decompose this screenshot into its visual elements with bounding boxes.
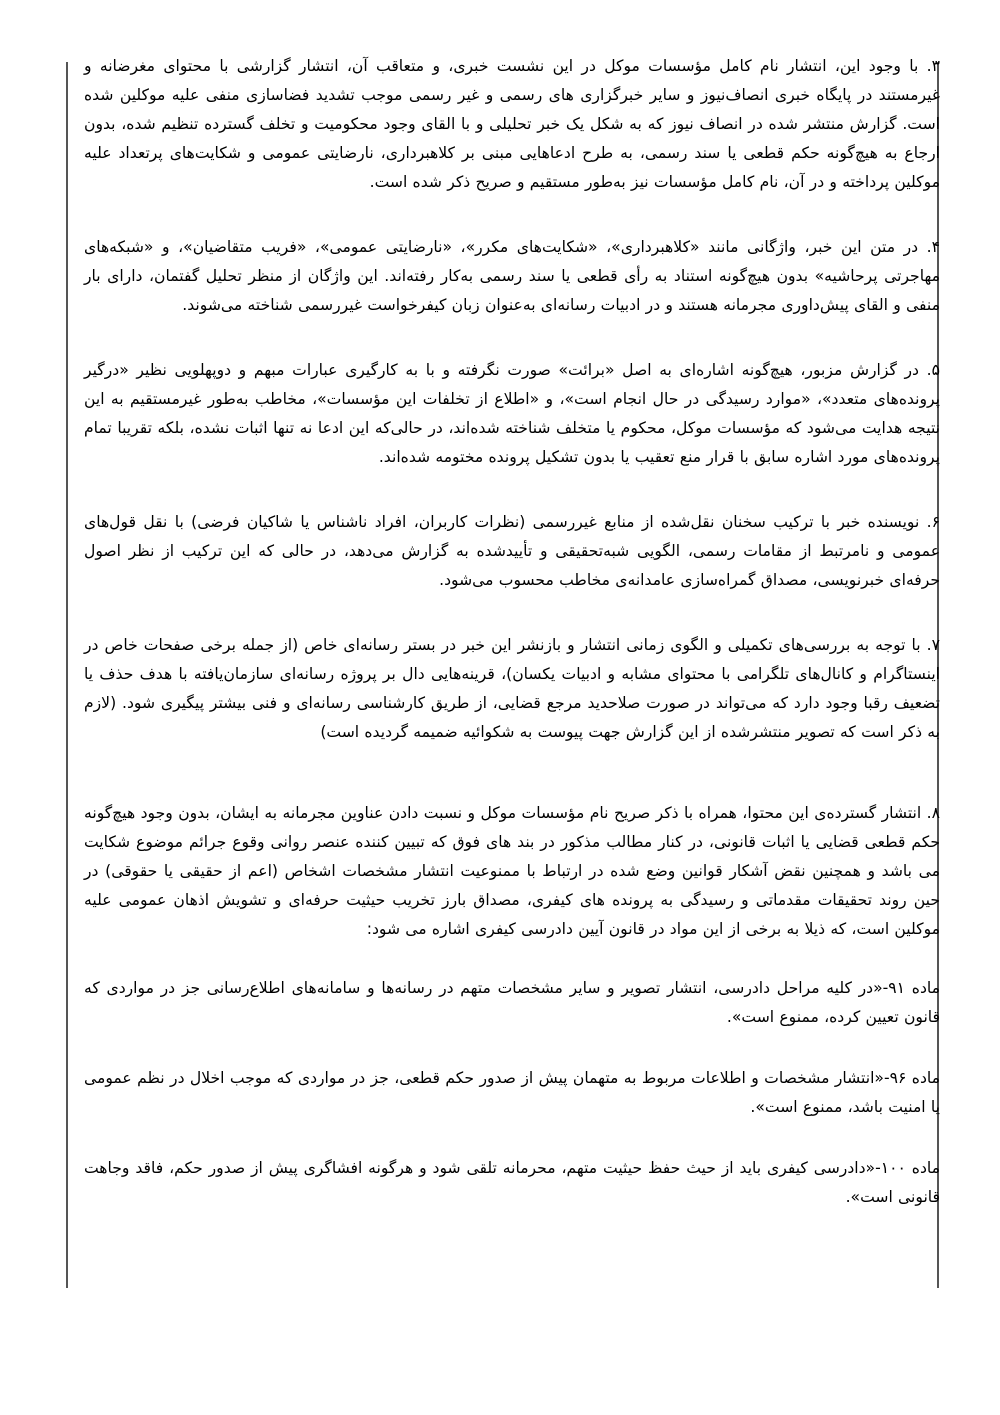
paragraph-item-5: ۵. در گزارش مزبور، هیچ‌گونه اشاره‌ای به اصل «برائت» صورت نگرفته و با به کارگیری عبارات مبهم و دوپهلویی نظیر «درگیر پرونده‌های متعدد»، «موارد رسیدگی در حال انجام است»، و «اطلاع از تخلفات این مؤسسات»، مخاطب به‌طور غیرمستقیم به این نتیجه هدایت می‌شود که مؤسسات موکل، محکوم یا متخلف شناخته شده‌اند، در حالی‌که این ادعا نه تنها اثبات نشده، بلکه تقریبا تمام پرونده‌های مورد اشاره سابق با قرار منع تعقیب یا بدون تشکیل پرونده مختومه شده‌اند. <box>84 361 940 466</box>
paragraph-item-7: ۷. با توجه به بررسی‌های تکمیلی و الگوی زمانی انتشار و بازنشر این خبر در بستر رسانه‌ای خاص (از جمله برخی صفحات خاص در اینستاگرام و کانال‌های تلگرامی با محتوای مشابه و ادبیات یکسان)، قرینه‌هایی دال بر پروژه رسانه‌ای سازمان‌یافته با هدف حذف یا تضعیف رقبا وجود دارد که می‌تواند در صورت صلاحدید مرجع قضایی، از طریق کارشناسی رسانه‌ای و فنی بیشتر پیگیری شود. (لازم به ذکر است که تصویر منتشرشده از این گزارش جهت پیوست به شکوائیه ضمیمه گردیده است) <box>84 636 940 741</box>
paragraph-item-8: ۸. انتشار گسترده‌ی این محتوا، همراه با ذکر صریح نام مؤسسات موکل و نسبت دادن عناوین مجرمانه به ایشان، بدون وجود هیچ‌گونه حکم قطعی قضایی یا اثبات قانونی، در کنار مطالب مذکور در بند های فوق که تبیین کننده عنصر روانی وقوع جرائم موضوع شکایت می باشد و همچنین نقض آشکار قوانین وضع شده در ارتباط با ممنوعیت انتشار مشخصات اشخاص (اعم از حقیقی یا حقوقی) در حین روند تحقیقات مقدماتی و رسیدگی به پرونده های کیفری، مصداق بارز تخریب حیثیت حرفه‌ای و تشویش اذهان عمومی علیه موکلین است، که ذیلا به برخی از این مواد در قانون آیین دادرسی کیفری اشاره می شود: <box>84 804 940 938</box>
paragraph-item-3: ۳. با وجود این، انتشار نام کامل مؤسسات موکل در این نشست خبری، و متعاقب آن، انتشار گزارشی با محتوای مغرضانه و غیرمستند در پایگاه خبری انصاف‌نیوز و سایر خبرگزاری های رسمی و غیر رسمی موجب تشدید فضاسازی منفی علیه موکلین شده است. گزارش منتشر شده در انصاف نیوز که به شکل یک خبر تحلیلی و با القای وجود محکومیت و تخلف گسترده تنظیم شده، بدون ارجاع به هیچ‌گونه حکم قطعی یا سند رسمی، به طرح ادعاهایی مبنی بر کلاهبرداری، نارضایتی عمومی و شکایت‌های پرتعداد علیه موکلین پرداخته و در آن، نام کامل مؤسسات نیز به‌طور مستقیم و صریح ذکر شده است. <box>84 57 940 191</box>
document-body <box>84 52 940 1212</box>
paragraph-item-4: ۴. در متن این خبر، واژگانی مانند «کلاهبرداری»، «شکایت‌های مکرر»، «نارضایتی عمومی»، «فریب متقاضیان»، و «شبکه‌های مهاجرتی پرحاشیه» بدون هیچ‌گونه استناد به رأی قطعی یا سند رسمی به‌کار رفته‌اند. این واژگان از منظر تحلیل گفتمان، دارای بار منفی و القای پیش‌داوری مجرمانه هستند و در ادبیات رسانه‌ای به‌عنوان زبان کیفرخواست غیررسمی شناخته می‌شوند. <box>84 238 940 314</box>
paragraph-item-6: ۶. نویسنده خبر با ترکیب سخنان نقل‌شده از منابع غیررسمی (نظرات کاربران، افراد ناشناس یا شاکیان فرضی) با نقل قول‌های عمومی و نامرتبط از مقامات رسمی، الگویی شبه‌تحقیقی و تأییدشده به گزارش می‌دهد، در حالی که این ترکیب از نظر اصول حرفه‌ای خبرنویسی، مصداق گمراه‌سازی عامدانه‌ی مخاطب محسوب می‌شود. <box>84 513 940 589</box>
paragraph-article-91: ماده ۹۱-«در کلیه مراحل دادرسی، انتشار تصویر و سایر مشخصات متهم در رسانه‌ها و سامانه‌های اطلاع‌رسانی جز در مواردی که قانون تعیین کرده، ممنوع است». <box>84 979 940 1026</box>
paragraph-article-96: ماده ۹۶-«انتشار مشخصات و اطلاعات مربوط به متهمان پیش از صدور حکم قطعی، جز در مواردی که موجب اخلال در نظم عمومی یا امنیت باشد، ممنوع است». <box>84 1069 940 1116</box>
paragraph-article-100: ماده ۱۰۰-«دادرسی کیفری باید از حیث حفظ حیثیت متهم، محرمانه تلقی شود و هرگونه افشاگری پیش از صدور حکم، فاقد وجاهت قانونی است». <box>84 1159 940 1206</box>
left-margin-rule <box>66 62 68 1288</box>
